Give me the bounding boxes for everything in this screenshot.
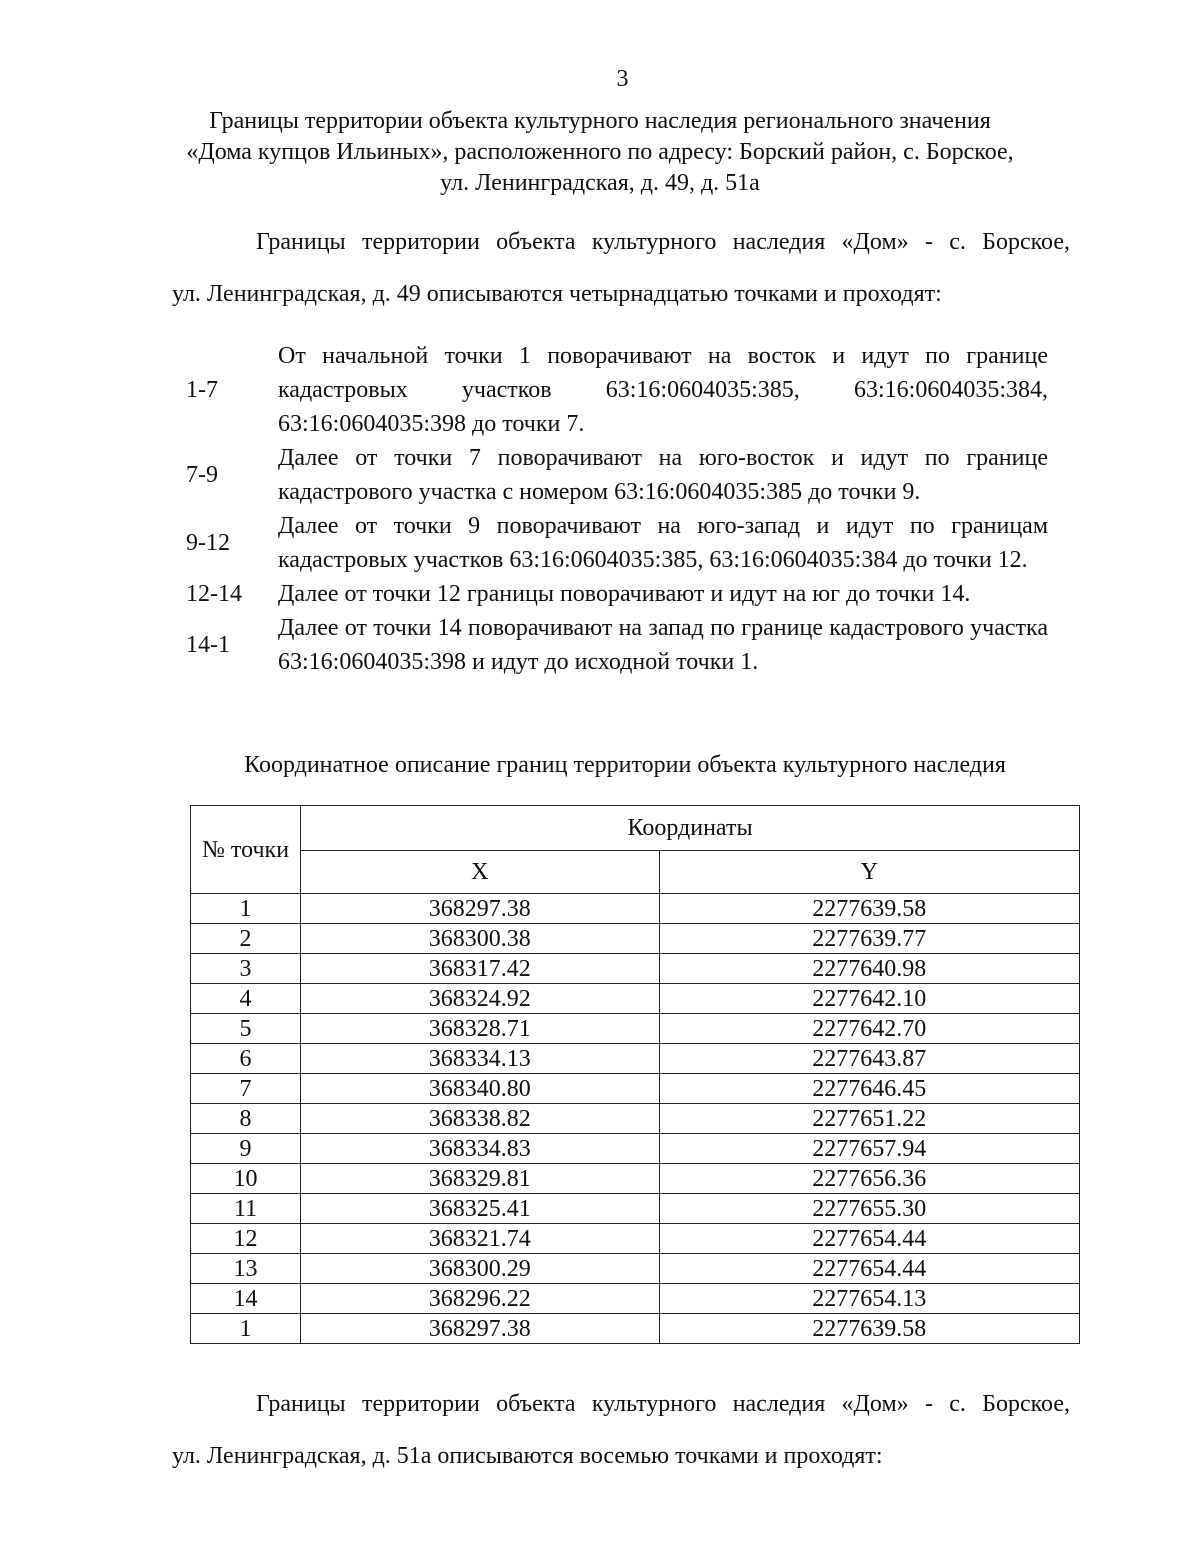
table-row [191,1104,1080,1134]
route-segment: 12-14 [186,581,242,607]
intro-paragraph-51a [172,1378,1070,1482]
coord-y: 2277657.94 [659,1134,1080,1164]
coord-y: 2277642.70 [659,1014,1080,1044]
point-number: 1 [191,894,301,924]
table-row [191,954,1080,984]
route-item [186,339,1048,441]
point-number: 6 [191,1044,301,1074]
route-text: Далее от точки 9 поворачивают на юго-запад и идут по границам кадастровых участков 63:16:0604035:385, 63:16:0604035:384 до точки 12. [278,513,1048,573]
coord-x: 368329.81 [301,1164,659,1194]
table-row [191,984,1080,1014]
route-segment: 9-12 [186,530,230,556]
point-number: 8 [191,1104,301,1134]
point-number: 3 [191,954,301,984]
coord-y: 2277640.98 [659,954,1080,984]
coord-x: 368334.83 [301,1134,659,1164]
coord-y: 2277639.77 [659,924,1080,954]
route-segment: 1-7 [186,377,218,403]
intro-49-line1: Границы территории объекта культурного наследия «Дом» - с. Борское, [256,229,1070,255]
point-number: 9 [191,1134,301,1164]
route-item [186,577,1048,611]
coord-x: 368340.80 [301,1074,659,1104]
point-number: 7 [191,1074,301,1104]
coord-y: 2277651.22 [659,1104,1080,1134]
title-line: «Дома купцов Ильиных», расположенного по адресу: Борский район, с. Борское, [186,139,1014,165]
table-row [191,1284,1080,1314]
coord-y: 2277642.10 [659,984,1080,1014]
coord-x: 368317.42 [301,954,659,984]
title-line: ул. Ленинградская, д. 49, д. 51а [440,170,760,196]
table-row [191,894,1080,924]
coord-y: 2277646.45 [659,1074,1080,1104]
point-number: 2 [191,924,301,954]
route-item [186,611,1048,679]
table-row [191,1164,1080,1194]
route-segment: 7-9 [186,462,218,488]
point-number: 1 [191,1314,301,1344]
intro-51a-line2: ул. Ленинградская, д. 51а описываются восемью точками и проходят: [172,1443,883,1469]
route-text: От начальной точки 1 поворачивают на восток и идут по границе кадастровых участков 63:16:0604035:385, 63:16:0604035:384, 63:16:0604035:398 до точки 7. [278,343,1048,437]
coord-y: 2277654.44 [659,1254,1080,1284]
intro-51a-line1: Границы территории объекта культурного наследия «Дом» - с. Борское, [256,1391,1070,1417]
coord-y: 2277654.13 [659,1284,1080,1314]
coord-y: 2277643.87 [659,1044,1080,1074]
route-segment: 14-1 [186,632,230,658]
coordinates-table [190,805,1080,1344]
point-number: 12 [191,1224,301,1254]
route-text: Далее от точки 14 поворачивают на запад по границе кадастрового участка 63:16:0604035:398 и идут до исходной точки 1. [278,615,1048,675]
coord-x: 368321.74 [301,1224,659,1254]
coord-y: 2277655.30 [659,1194,1080,1224]
coord-y: 2277639.58 [659,894,1080,924]
point-number: 5 [191,1014,301,1044]
point-number: 11 [191,1194,301,1224]
table-caption: Координатное описание границ территории объекта культурного наследия [244,752,1006,778]
intro-paragraph-49 [172,216,1070,320]
header-x: X [301,851,659,894]
route-text: Далее от точки 12 границы поворачивают и идут на юг до точки 14. [278,581,971,607]
title-line: Границы территории объекта культурного наследия регионального значения [209,108,991,134]
point-number: 4 [191,984,301,1014]
coord-x: 368297.38 [301,894,659,924]
point-number: 13 [191,1254,301,1284]
table-row [191,1134,1080,1164]
point-number: 10 [191,1164,301,1194]
coord-y: 2277656.36 [659,1164,1080,1194]
point-number: 14 [191,1284,301,1314]
header-point-number: № точки [191,806,301,894]
coord-x: 368325.41 [301,1194,659,1224]
coord-y: 2277654.44 [659,1224,1080,1254]
coord-y: 2277639.58 [659,1314,1080,1344]
table-row [191,1224,1080,1254]
table-row [191,1194,1080,1224]
route-item [186,441,1048,509]
coord-x: 368334.13 [301,1044,659,1074]
intro-49-line2: ул. Ленинградская, д. 49 описываются четырнадцатью точками и проходят: [172,281,942,307]
page-number: 3 [616,66,629,92]
coord-x: 368300.38 [301,924,659,954]
table-row [191,1014,1080,1044]
table-row [191,1314,1080,1344]
coord-x: 368324.92 [301,984,659,1014]
table-row [191,1254,1080,1284]
coord-x: 368300.29 [301,1254,659,1284]
coord-x: 368297.38 [301,1314,659,1344]
coord-x: 368296.22 [301,1284,659,1314]
table-row [191,1074,1080,1104]
table-row [191,924,1080,954]
coord-x: 368338.82 [301,1104,659,1134]
route-item [186,509,1048,577]
coord-x: 368328.71 [301,1014,659,1044]
header-coordinates: Координаты [301,806,1080,851]
route-text: Далее от точки 7 поворачивают на юго-восток и идут по границе кадастрового участка с номером 63:16:0604035:385 до точки 9. [278,445,1048,505]
table-row [191,1044,1080,1074]
route-description [186,339,1048,679]
header-y: Y [659,851,1080,894]
document-title [170,106,1030,199]
